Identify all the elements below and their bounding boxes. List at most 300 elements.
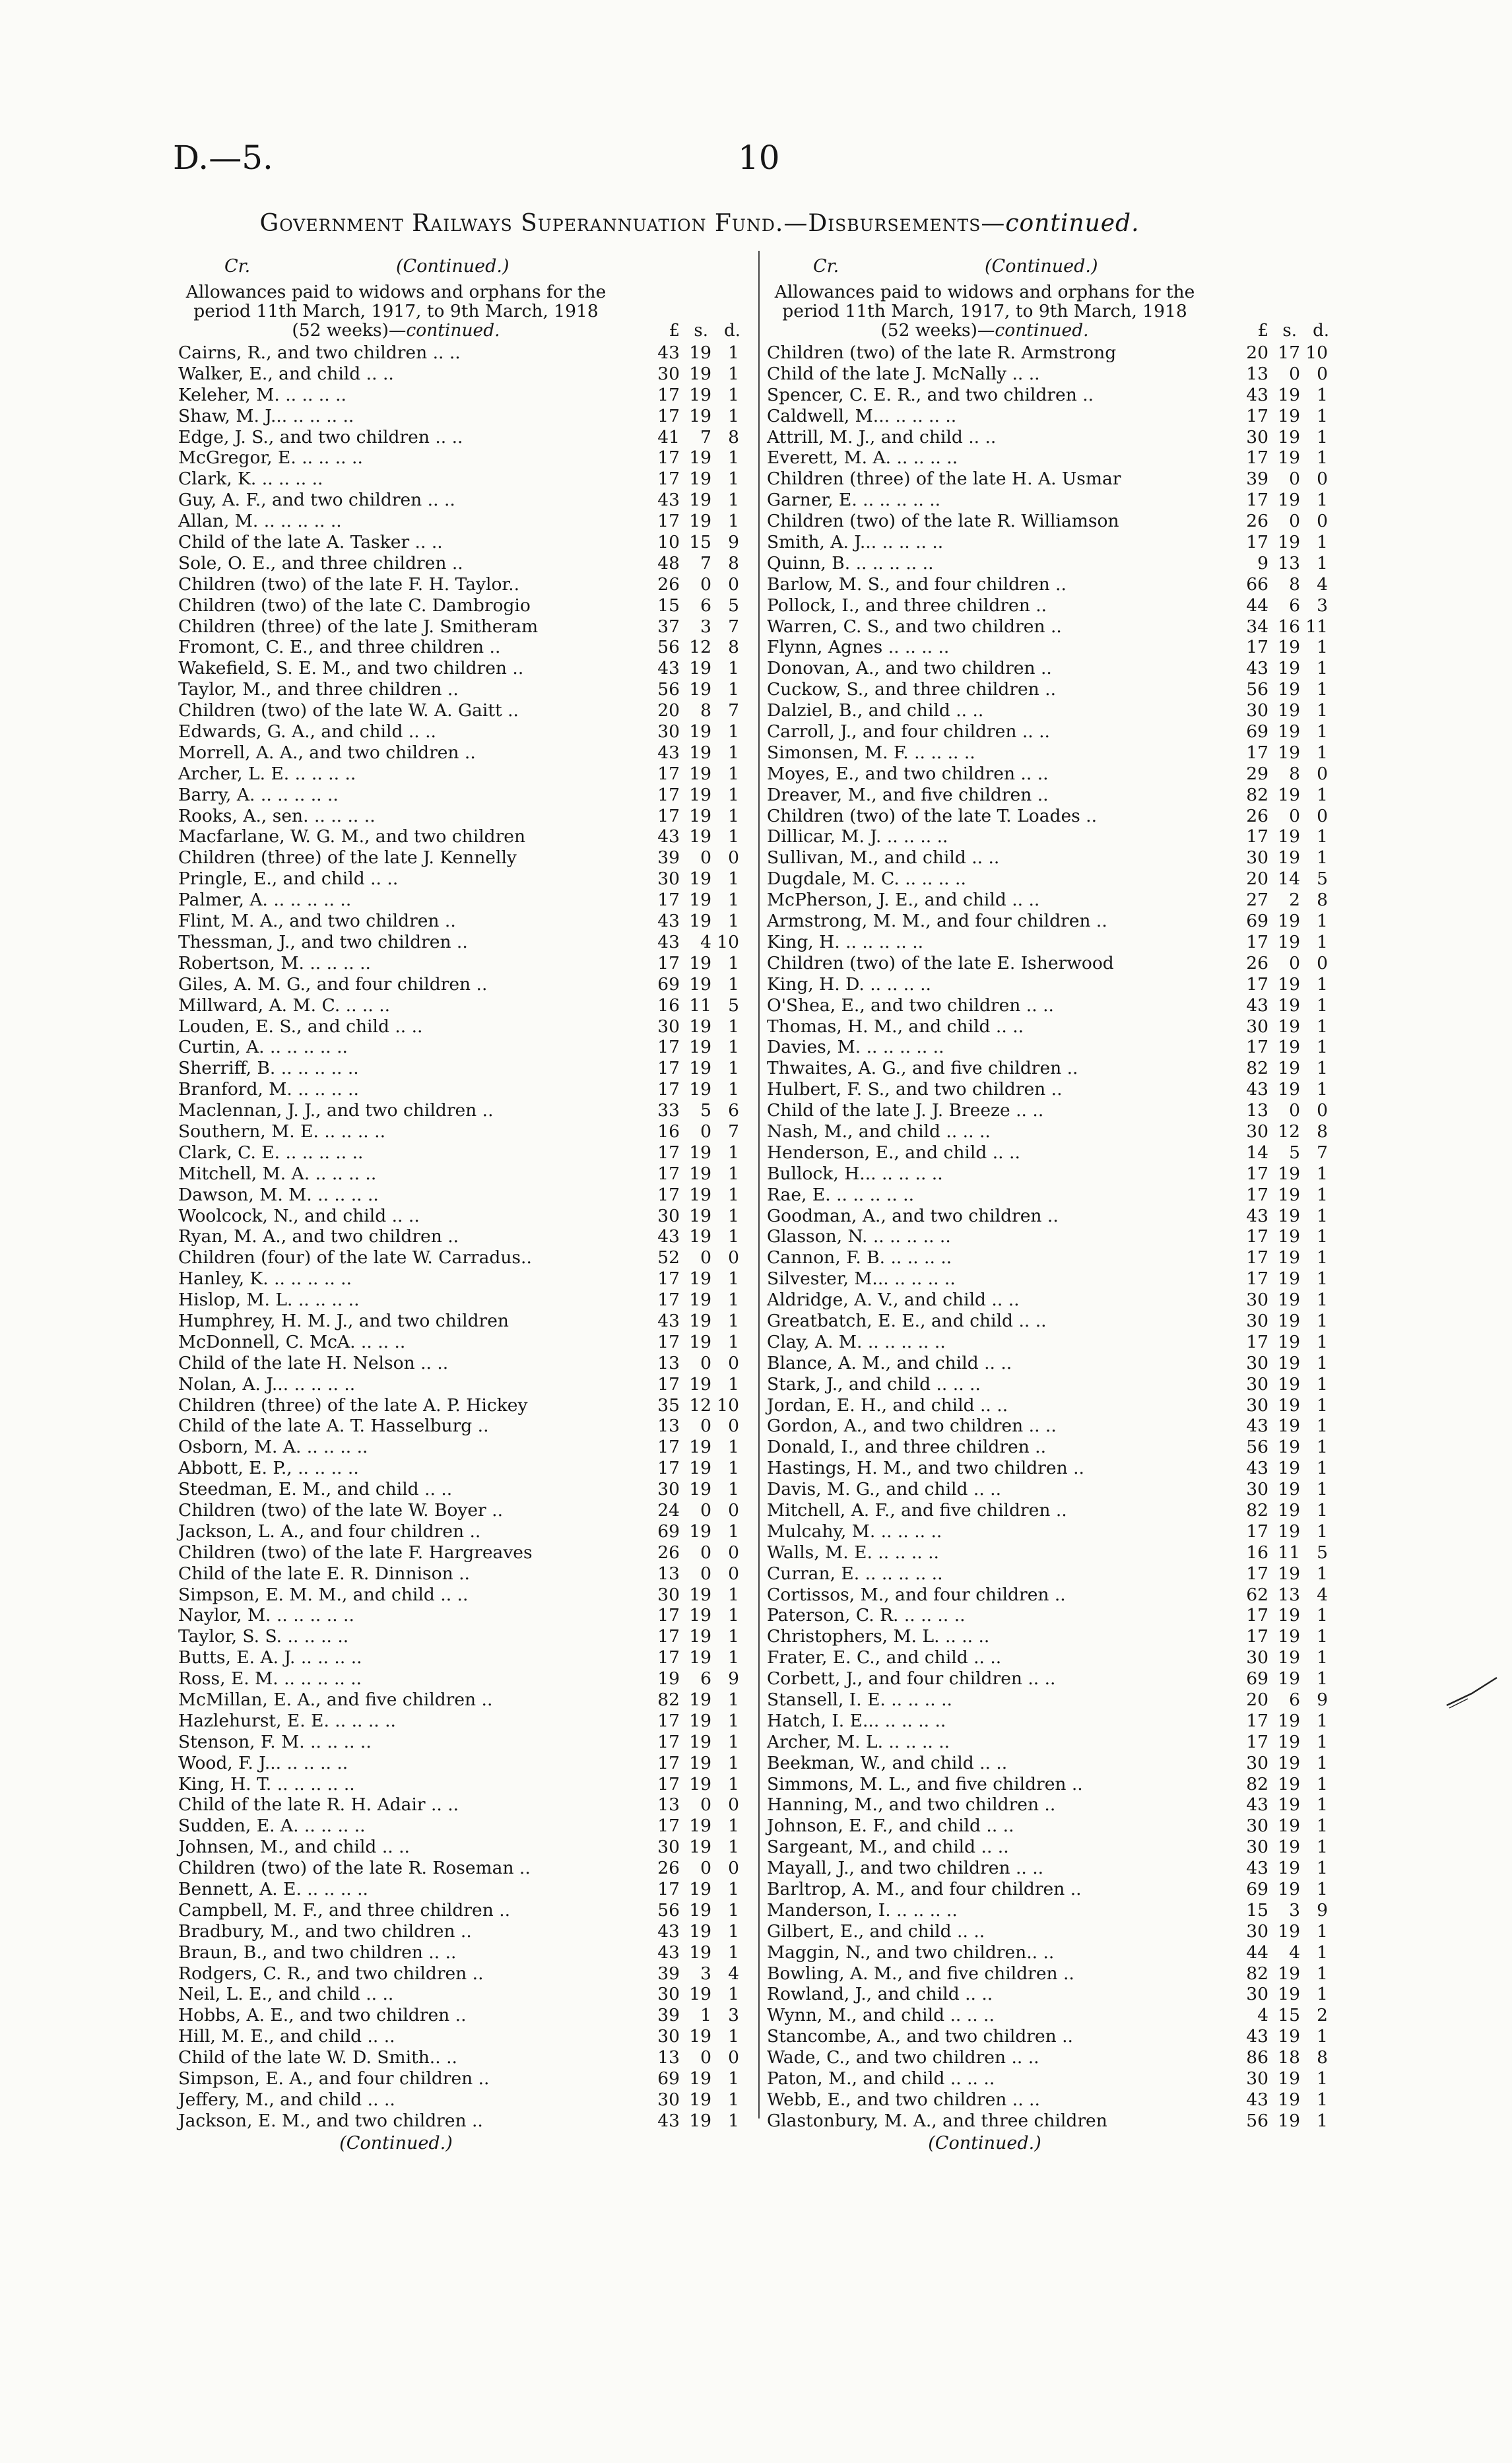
amount-pounds: 17	[657, 1373, 680, 1395]
amount-pence: 1	[728, 1899, 739, 1921]
amount-pounds: 30	[657, 1205, 680, 1226]
entry-name: Simonsen, M. F. .. .. .. ..	[767, 742, 975, 763]
amount-pounds: 17	[657, 805, 680, 826]
table-row	[178, 1290, 744, 1311]
amount-shillings: 15	[689, 532, 711, 553]
amount-pence: 1	[728, 343, 739, 363]
amount-pence: 1	[728, 1921, 739, 1942]
table-row	[767, 469, 1333, 490]
amount-pounds: 17	[657, 1647, 680, 1668]
amount-pounds: 33	[657, 1100, 680, 1121]
amount-pounds: 43	[1246, 1794, 1268, 1816]
amount-pounds: 56	[1246, 2110, 1268, 2131]
entry-name: Mitchell, M. A. .. .. .. ..	[178, 1163, 377, 1184]
amount-pence: 1	[728, 1290, 739, 1311]
amount-pence: 1	[1317, 1794, 1328, 1816]
amount-pence: 1	[728, 1626, 739, 1647]
amount-pence: 1	[728, 1521, 739, 1542]
entry-name: Quinn, B. .. .. .. .. ..	[767, 552, 934, 574]
entry-name: Thwaites, A. G., and five children ..	[767, 1058, 1078, 1079]
amount-pence: 0	[1317, 469, 1328, 490]
amount-pence: 0	[728, 1858, 739, 1879]
right-intro-continued: continued.	[995, 320, 1089, 341]
amount-shillings: 19	[1278, 1563, 1300, 1584]
amount-pence: 1	[1317, 1352, 1328, 1373]
left-intro-text: Allowances paid to widows and orphans for the period 11th March, 1917, to 9th March, 1918 (52 weeks)—	[185, 282, 607, 341]
amount-shillings: 8	[1289, 763, 1300, 784]
entry-name: Christophers, M. L. .. .. ..	[767, 1626, 990, 1647]
amount-pence: 7	[728, 700, 739, 721]
amount-pence: 5	[728, 595, 739, 616]
amount-pence: 1	[1317, 1205, 1328, 1226]
amount-shillings: 19	[1278, 2026, 1300, 2047]
amount-pounds: 17	[657, 1184, 680, 1205]
amount-pence: 8	[728, 552, 739, 574]
table-row	[767, 427, 1333, 448]
amount-pence: 1	[1317, 658, 1328, 679]
amount-shillings: 19	[1278, 679, 1300, 700]
amount-pence: 1	[1317, 1458, 1328, 1479]
amount-shillings: 19	[1278, 1984, 1300, 2005]
entry-name: Curran, E. .. .. .. .. ..	[767, 1563, 943, 1584]
amount-shillings: 17	[1278, 343, 1300, 363]
table-row	[767, 742, 1333, 764]
amount-shillings: 19	[689, 1731, 711, 1752]
table-row	[767, 1185, 1333, 1206]
table-row	[767, 1479, 1333, 1500]
table-row	[178, 1332, 744, 1353]
amount-pence: 1	[1317, 1858, 1328, 1879]
amount-shillings: 0	[700, 1563, 711, 1584]
table-row	[767, 1100, 1333, 1121]
entry-name: Frater, E. C., and child .. ..	[767, 1647, 1002, 1668]
amount-shillings: 19	[1278, 826, 1300, 847]
amount-pence: 1	[1317, 532, 1328, 553]
amount-pence: 1	[728, 1879, 739, 1900]
table-row	[178, 1585, 744, 1606]
amount-shillings: 6	[1289, 595, 1300, 616]
entry-name: Bennett, A. E. .. .. .. ..	[178, 1879, 368, 1900]
amount-pounds: 16	[657, 1121, 680, 1142]
entry-name: Abbott, E. P., .. .. .. ..	[178, 1458, 359, 1479]
amount-pounds: 30	[1246, 1984, 1268, 2005]
entry-name: Dalziel, B., and child .. ..	[767, 700, 984, 721]
amount-shillings: 19	[1278, 1352, 1300, 1373]
amount-shillings: 19	[1278, 1247, 1300, 1268]
entry-name: Taylor, S. S. .. .. .. ..	[178, 1626, 349, 1647]
table-row	[767, 826, 1333, 847]
amount-shillings: 6	[1289, 1690, 1300, 1710]
table-row	[178, 2005, 744, 2026]
amount-pounds: 30	[657, 2089, 680, 2110]
amount-shillings: 19	[1278, 1290, 1300, 1311]
amount-pounds: 52	[657, 1247, 680, 1268]
amount-pounds: 43	[1246, 1079, 1268, 1100]
heading-continued: continued.	[1005, 210, 1140, 237]
amount-pounds: 13	[1246, 1100, 1268, 1121]
amount-shillings: 0	[700, 1499, 711, 1521]
table-row	[178, 806, 744, 827]
amount-pence: 1	[1317, 2110, 1328, 2131]
entry-name: Davis, M. G., and child .. ..	[767, 1479, 1002, 1500]
amount-pounds: 17	[657, 1079, 680, 1100]
amount-pence: 1	[728, 784, 739, 805]
amount-shillings: 19	[1278, 1163, 1300, 1184]
entry-name: Dawson, M. M. .. .. .. ..	[178, 1184, 379, 1205]
amount-pounds: 56	[657, 637, 680, 658]
amount-pence: 1	[728, 721, 739, 742]
amount-pence: 1	[1317, 1837, 1328, 1858]
amount-pence: 1	[728, 490, 739, 511]
table-row	[178, 574, 744, 595]
entry-name: Rooks, A., sen. .. .. .. ..	[178, 805, 376, 826]
entry-name: Keleher, M. .. .. .. ..	[178, 384, 346, 405]
amount-shillings: 19	[1278, 1710, 1300, 1731]
entry-name: Rowland, J., and child .. ..	[767, 1984, 993, 2005]
entry-name: Children (two) of the late W. A. Gaitt ..	[178, 700, 519, 721]
amount-pence: 1	[1317, 1647, 1328, 1668]
amount-pence: 1	[728, 2110, 739, 2131]
right-column	[767, 256, 1333, 2153]
amount-pence: 1	[728, 742, 739, 763]
entry-name: Simpson, E. M. M., and child .. ..	[178, 1584, 469, 1605]
entry-name: Southern, M. E. .. .. .. ..	[178, 1121, 385, 1142]
amount-pounds: 30	[657, 721, 680, 742]
right-intro-text: Allowances paid to widows and orphans for the period 11th March, 1917, to 9th March, 1918 (52 weeks)—	[774, 282, 1195, 341]
amount-shillings: 19	[689, 1752, 711, 1773]
amount-shillings: 19	[1278, 405, 1300, 426]
entry-name: Wynn, M., and child .. .. ..	[767, 2005, 995, 2026]
table-row	[178, 785, 744, 806]
entry-name: Morrell, A. A., and two children ..	[178, 742, 476, 763]
amount-shillings: 6	[700, 1668, 711, 1690]
amount-pounds: 13	[657, 1416, 680, 1437]
amount-shillings: 19	[689, 1942, 711, 1963]
amount-shillings: 19	[689, 1647, 711, 1668]
entry-name: Humphrey, H. M. J., and two children	[178, 1310, 509, 1331]
entry-name: Bowling, A. M., and five children ..	[767, 1963, 1074, 1984]
amount-pounds: 30	[657, 1016, 680, 1037]
amount-pence: 0	[728, 1352, 739, 1373]
table-row	[767, 1121, 1333, 1142]
entry-name: Sole, O. E., and three children ..	[178, 552, 463, 574]
entry-name: King, H. D. .. .. .. ..	[767, 973, 931, 995]
amount-pounds: 30	[1246, 1016, 1268, 1037]
amount-pence: 1	[728, 469, 739, 490]
amount-pounds: 48	[657, 552, 680, 574]
amount-pounds: 26	[1246, 511, 1268, 532]
amount-pence: 1	[1317, 1437, 1328, 1458]
amount-pence: 1	[1317, 1290, 1328, 1311]
table-row	[767, 1374, 1333, 1395]
table-row	[178, 1647, 744, 1668]
amount-pence: 2	[1317, 2005, 1328, 2026]
amount-pence: 1	[728, 384, 739, 405]
amount-shillings: 19	[689, 1373, 711, 1395]
amount-pence: 1	[728, 1942, 739, 1963]
table-row	[178, 637, 744, 658]
amount-shillings: 19	[1278, 1310, 1300, 1331]
amount-pence: 1	[728, 1058, 739, 1079]
table-row	[178, 2068, 744, 2089]
amount-shillings: 19	[1278, 1858, 1300, 1879]
table-row	[767, 1290, 1333, 1311]
table-row	[178, 1542, 744, 1563]
amount-pounds: 30	[657, 1837, 680, 1858]
table-row	[767, 1921, 1333, 1942]
amount-pence: 1	[1317, 1626, 1328, 1647]
amount-pounds: 43	[657, 742, 680, 763]
amount-pounds: 17	[657, 1752, 680, 1773]
amount-shillings: 19	[1278, 721, 1300, 742]
amount-pounds: 13	[657, 2047, 680, 2068]
amount-shillings: 19	[1278, 1921, 1300, 1942]
amount-shillings: 19	[1278, 1184, 1300, 1205]
entry-name: Nash, M., and child .. .. ..	[767, 1121, 991, 1142]
table-row	[767, 932, 1333, 953]
amount-pounds: 30	[1246, 847, 1268, 869]
amount-pence: 0	[728, 574, 739, 595]
entry-name: Hastings, H. M., and two children ..	[767, 1458, 1084, 1479]
table-row	[178, 1753, 744, 1774]
page-reference: D.—5.	[173, 139, 273, 177]
entry-name: Curtin, A. .. .. .. .. ..	[178, 1037, 348, 1058]
entry-name: Maclennan, J. J., and two children ..	[178, 1100, 494, 1121]
entry-name: Corbett, J., and four children .. ..	[767, 1668, 1056, 1690]
amount-pounds: 37	[657, 616, 680, 637]
entry-name: Manderson, I. .. .. .. ..	[767, 1899, 958, 1921]
entry-name: Osborn, M. A. .. .. .. ..	[178, 1437, 368, 1458]
table-row	[178, 490, 744, 511]
amount-pounds: 56	[1246, 679, 1268, 700]
entry-name: O'Shea, E., and two children .. ..	[767, 995, 1054, 1016]
entry-name: Child of the late J. J. Breeze .. ..	[767, 1100, 1044, 1121]
table-row	[767, 1142, 1333, 1164]
amount-pence: 5	[1317, 1542, 1328, 1563]
amount-pence: 1	[728, 1016, 739, 1037]
amount-shillings: 19	[1278, 658, 1300, 679]
amount-pounds: 39	[657, 1963, 680, 1984]
table-row	[178, 1374, 744, 1395]
table-row	[767, 785, 1333, 806]
table-row	[178, 1079, 744, 1100]
entry-name: Glasson, N. .. .. .. .. ..	[767, 1226, 951, 1247]
table-row	[767, 700, 1333, 721]
amount-pence: 8	[1317, 2047, 1328, 2068]
entry-name: Edwards, G. A., and child .. ..	[178, 721, 436, 742]
amount-pounds: 4	[1257, 2005, 1268, 2026]
table-row	[178, 953, 744, 974]
amount-pounds: 43	[657, 658, 680, 679]
amount-shillings: 19	[689, 742, 711, 763]
amount-shillings: 0	[700, 1542, 711, 1563]
amount-pounds: 17	[1246, 447, 1268, 469]
table-row	[767, 1164, 1333, 1185]
amount-pounds: 17	[1246, 405, 1268, 426]
amount-pounds: 17	[1246, 1563, 1268, 1584]
amount-pounds: 30	[1246, 1310, 1268, 1331]
amount-shillings: 19	[1278, 973, 1300, 995]
amount-shillings: 19	[1278, 1521, 1300, 1542]
amount-pounds: 56	[1246, 1437, 1268, 1458]
amount-pounds: 30	[1246, 1373, 1268, 1395]
amount-shillings: 19	[689, 1331, 711, 1352]
table-row	[767, 1626, 1333, 1647]
amount-pounds: 17	[1246, 1268, 1268, 1290]
amount-pence: 3	[728, 2005, 739, 2026]
table-row	[178, 658, 744, 679]
amount-pence: 9	[728, 532, 739, 553]
table-row	[178, 427, 744, 448]
table-row	[178, 1311, 744, 1332]
amount-pounds: 26	[657, 1858, 680, 1879]
amount-shillings: 7	[700, 552, 711, 574]
table-row	[178, 1668, 744, 1690]
amount-shillings: 11	[1278, 1542, 1300, 1563]
amount-pence: 1	[728, 1584, 739, 1605]
amount-pounds: 30	[657, 2026, 680, 2047]
table-row	[767, 1668, 1333, 1690]
right-column-header	[767, 256, 1333, 282]
shillings-unit: s.	[1282, 321, 1297, 341]
amount-pounds: 17	[657, 1037, 680, 1058]
amount-shillings: 19	[1278, 1626, 1300, 1647]
entry-name: Fromont, C. E., and three children ..	[178, 637, 501, 658]
entry-name: Rae, E. .. .. .. .. ..	[767, 1184, 915, 1205]
amount-shillings: 19	[689, 1016, 711, 1037]
amount-pounds: 17	[1246, 1605, 1268, 1626]
entry-name: Beekman, W., and child .. ..	[767, 1752, 1008, 1773]
amount-pence: 1	[1317, 1331, 1328, 1352]
table-row	[767, 1247, 1333, 1268]
entry-name: Armstrong, M. M., and four children ..	[767, 911, 1107, 932]
entry-name: Flynn, Agnes .. .. .. ..	[767, 637, 950, 658]
amount-pence: 1	[1317, 911, 1328, 932]
amount-pence: 1	[728, 1310, 739, 1331]
amount-pounds: 69	[657, 973, 680, 995]
entry-name: Bullock, H... .. .. .. ..	[767, 1163, 943, 1184]
amount-pounds: 30	[1246, 1290, 1268, 1311]
entry-name: Thessman, J., and two children ..	[178, 931, 468, 952]
table-row	[767, 1753, 1333, 1774]
entry-name: Sullivan, M., and child .. ..	[767, 847, 1000, 869]
entry-name: Goodman, A., and two children ..	[767, 1205, 1059, 1226]
entry-name: Children (two) of the late F. H. Taylor..	[178, 574, 520, 595]
entry-name: Cannon, F. B. .. .. .. ..	[767, 1247, 952, 1268]
entry-name: Clark, C. E. .. .. .. .. ..	[178, 1142, 364, 1163]
table-row	[178, 1963, 744, 1985]
amount-shillings: 0	[700, 2047, 711, 2068]
amount-pounds: 30	[1246, 1352, 1268, 1373]
amount-shillings: 19	[1278, 2089, 1300, 2110]
table-row	[767, 847, 1333, 869]
amount-pounds: 30	[657, 1479, 680, 1500]
amount-pounds: 86	[1246, 2047, 1268, 2068]
table-row	[767, 1900, 1333, 1921]
amount-pence: 1	[1317, 1310, 1328, 1331]
entry-name: Children (two) of the late R. Williamson	[767, 511, 1119, 532]
amount-pounds: 17	[657, 405, 680, 426]
entry-name: Child of the late H. Nelson .. ..	[178, 1352, 449, 1373]
amount-pounds: 19	[657, 1668, 680, 1690]
entry-name: Giles, A. M. G., and four children ..	[178, 973, 488, 995]
table-row	[767, 490, 1333, 511]
table-row	[767, 1711, 1333, 1732]
pence-unit: d.	[1313, 321, 1329, 341]
amount-pounds: 30	[1246, 1921, 1268, 1942]
entry-name: Jeffery, M., and child .. ..	[178, 2089, 395, 2110]
amount-pence: 1	[728, 1205, 739, 1226]
entry-name: Walls, M. E. .. .. .. ..	[767, 1542, 939, 1563]
amount-pence: 1	[728, 2089, 739, 2110]
amount-pence: 1	[1317, 931, 1328, 952]
amount-pounds: 43	[1246, 1458, 1268, 1479]
amount-pence: 1	[1317, 1268, 1328, 1290]
amount-pence: 1	[728, 2068, 739, 2089]
amount-shillings: 19	[689, 1837, 711, 1858]
table-row	[767, 343, 1333, 364]
table-row	[178, 1164, 744, 1185]
amount-pounds: 13	[657, 1563, 680, 1584]
amount-pence: 8	[1317, 890, 1328, 911]
amount-shillings: 19	[1278, 532, 1300, 553]
table-row	[178, 2026, 744, 2047]
amount-shillings: 0	[700, 1247, 711, 1268]
right-cr-label: Cr.	[813, 256, 839, 277]
amount-pence: 11	[1305, 616, 1328, 637]
amount-pounds: 20	[1246, 1690, 1268, 1710]
entry-name: Mitchell, A. F., and five children ..	[767, 1499, 1067, 1521]
amount-pounds: 17	[657, 1626, 680, 1647]
amount-pounds: 17	[1246, 1731, 1268, 1752]
amount-shillings: 19	[1278, 1963, 1300, 1984]
entry-name: Stancombe, A., and two children ..	[767, 2026, 1073, 2047]
amount-pence: 8	[1317, 1121, 1328, 1142]
amount-pounds: 30	[1246, 2068, 1268, 2089]
entry-name: Macfarlane, W. G. M., and two children	[178, 826, 526, 847]
entry-name: Wade, C., and two children .. ..	[767, 2047, 1039, 2068]
table-row	[767, 1268, 1333, 1290]
table-row	[767, 616, 1333, 638]
table-row	[178, 532, 744, 553]
amount-pence: 7	[728, 616, 739, 637]
amount-pounds: 15	[657, 595, 680, 616]
entry-name: Robertson, M. .. .. .. ..	[178, 952, 371, 973]
amount-pounds: 17	[657, 1331, 680, 1352]
table-row	[178, 826, 744, 847]
entry-name: Millward, A. M. C. .. .. ..	[178, 995, 391, 1016]
entry-name: Guy, A. F., and two children .. ..	[178, 490, 455, 511]
entry-name: Stark, J., and child .. .. ..	[767, 1373, 981, 1395]
amount-pounds: 13	[1246, 363, 1268, 384]
table-row	[767, 806, 1333, 827]
entry-name: McMillan, E. A., and five children ..	[178, 1690, 493, 1710]
amount-pence: 1	[728, 952, 739, 973]
amount-pence: 1	[1317, 1605, 1328, 1626]
amount-pounds: 17	[1246, 1037, 1268, 1058]
amount-pence: 1	[728, 1773, 739, 1794]
amount-pounds: 39	[1246, 469, 1268, 490]
amount-shillings: 19	[1278, 995, 1300, 1016]
entry-name: Johnsen, M., and child .. ..	[178, 1837, 410, 1858]
amount-pounds: 56	[657, 1899, 680, 1921]
table-row	[767, 1816, 1333, 1837]
amount-pence: 1	[728, 1458, 739, 1479]
amount-shillings: 19	[689, 679, 711, 700]
table-row	[178, 721, 744, 742]
table-row	[178, 911, 744, 932]
entry-name: Hislop, M. L. .. .. .. ..	[178, 1290, 360, 1311]
